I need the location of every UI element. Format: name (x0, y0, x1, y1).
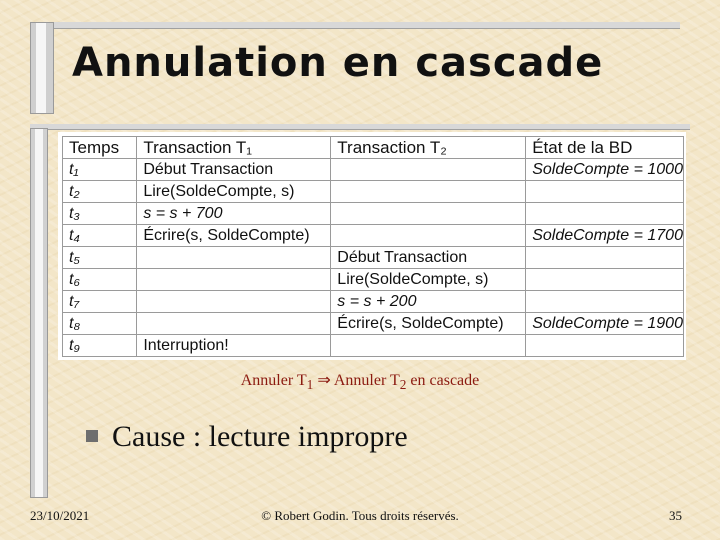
t1-cell: Lire(SoldeCompte, s) (137, 181, 331, 203)
table-row (63, 203, 684, 225)
header-cell-t1: Transaction T₁ (137, 137, 331, 159)
time-cell: t₅ (63, 247, 137, 269)
caption-text-3: en cascade (406, 372, 480, 389)
t2-cell (331, 225, 526, 247)
decor-bar-left-bottom (30, 128, 48, 498)
time-cell: t₃ (63, 203, 137, 225)
state-cell (526, 247, 684, 269)
table-row (63, 335, 684, 357)
header-cell-t2: Transaction T₂ (331, 137, 526, 159)
time-cell: t₁ (63, 159, 137, 181)
footer-copyright: © Robert Godin. Tous droits réservés. (261, 508, 459, 523)
table-header-row (63, 137, 684, 159)
t2-cell (331, 159, 526, 181)
bullet-item (86, 420, 408, 454)
time-cell: t₈ (63, 313, 137, 335)
t2-cell: Début Transaction (331, 247, 526, 269)
state-cell (526, 291, 684, 313)
time-cell: t₇ (63, 291, 137, 313)
t1-cell (137, 247, 331, 269)
time-cell: t₄ (63, 225, 137, 247)
square-bullet-icon (86, 430, 98, 442)
t1-cell: Interruption! (137, 335, 331, 357)
t2-cell: Écrire(s, SoldeCompte) (331, 313, 526, 335)
table-row (63, 181, 684, 203)
t2-cell (331, 203, 526, 225)
t1-cell: Début Transaction (137, 159, 331, 181)
transaction-table (62, 136, 684, 357)
state-cell: SoldeCompte = 1000 (526, 159, 684, 181)
implies-arrow: ⇒ (317, 372, 331, 389)
t1-cell (137, 291, 331, 313)
footer-page-number: 35 (669, 508, 682, 523)
t1-cell: Écrire(s, SoldeCompte) (137, 225, 331, 247)
t2-cell: s = s + 200 (331, 291, 526, 313)
header-cell-temps: Temps (63, 137, 137, 159)
caption-sub-1: 1 (306, 377, 314, 393)
slide-title: Annulation en cascade (72, 40, 604, 86)
table-row (63, 291, 684, 313)
bullet-text: Cause : lecture impropre (112, 420, 408, 453)
time-cell: t₂ (63, 181, 137, 203)
state-cell: SoldeCompte = 1900 (526, 313, 684, 335)
table-row (63, 225, 684, 247)
cascade-caption (0, 370, 720, 393)
table-row (63, 269, 684, 291)
t1-cell (137, 313, 331, 335)
caption-text-1: Annuler T (240, 372, 307, 389)
table-row (63, 247, 684, 269)
decor-bar-middle (30, 124, 690, 130)
state-cell (526, 269, 684, 291)
time-cell: t₆ (63, 269, 137, 291)
caption-sub-2: 2 (399, 377, 407, 393)
header-cell-etat: État de la BD (526, 137, 684, 159)
footer-date: 23/10/2021 (30, 508, 90, 523)
state-cell (526, 203, 684, 225)
decor-bar-left-top (30, 22, 54, 114)
caption-text-2: Annuler T (330, 372, 400, 389)
state-cell (526, 335, 684, 357)
t1-cell (137, 269, 331, 291)
state-cell: SoldeCompte = 1700 (526, 225, 684, 247)
table-row (63, 313, 684, 335)
decor-bar-top (30, 22, 680, 29)
t2-cell (331, 181, 526, 203)
t2-cell (331, 335, 526, 357)
state-cell (526, 181, 684, 203)
transaction-table-panel (58, 132, 686, 360)
t1-cell: s = s + 700 (137, 203, 331, 225)
table-row (63, 159, 684, 181)
t2-cell: Lire(SoldeCompte, s) (331, 269, 526, 291)
time-cell: t₉ (63, 335, 137, 357)
